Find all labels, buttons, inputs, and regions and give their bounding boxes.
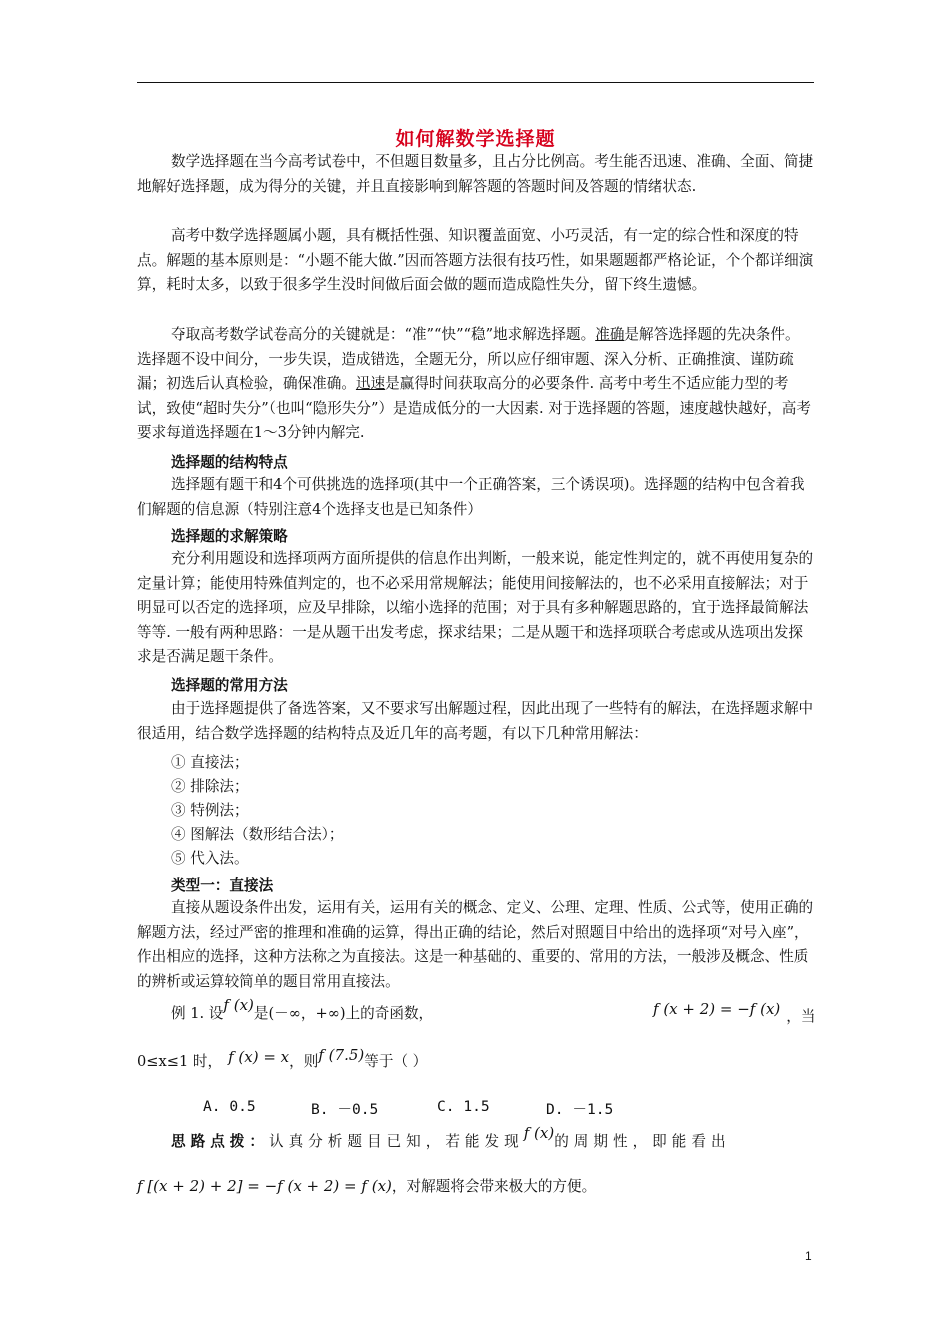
principle-paragraph: 高考中数学选择题属小题，具有概括性强、知识覆盖面宽、小巧灵活，有一定的综合性和深度的特点。解题的基本原则是：“小题不能大做.”因而答题方法很有技巧性，如果题题都严格论证，个个都详细演算，耗时太多，以致于很多学生没时间做后面会做的题而造成隐性失分，留下终生遗憾。 <box>137 227 814 293</box>
math-formula: f (x + 2) = −f (x) <box>653 1000 781 1018</box>
hint-line-1 <box>171 1124 731 1151</box>
heading-strategy: 选择题的求解策略 <box>171 528 288 545</box>
hint-text: 认真分析题目已知，若能发现 <box>268 1133 524 1150</box>
hint-text: ，对解题将会带来极大的方便。 <box>391 1178 597 1195</box>
heading-methods: 选择题的常用方法 <box>171 677 288 694</box>
method-item: ② 排除法； <box>171 778 249 795</box>
example-text: ，当 <box>786 1008 816 1025</box>
example-text: 是(－∞，+∞)上的奇函数， <box>253 1005 434 1022</box>
heading-direct-method: 类型一：直接法 <box>171 877 274 894</box>
direct-method-paragraph: 直接从题设条件出发，运用有关，运用有关的概念、定义、公理、定理、性质、公式等，使用正确的解题方法，经过严密的推理和准确的运算，得出正确的结论，然后对照题目中给出的选择项“对号入座”，作出相应的选择，这种方法称之为直接法。这是一种基础的、重要的、常用的方法，一般涉及概念、性质的辨析或运算较简单的题目常用直接法。 <box>137 899 814 990</box>
example-text: 等于（ ） <box>364 1053 428 1070</box>
option-b: B. －0.5 <box>311 1101 379 1118</box>
method-item: ④ 图解法（数形结合法）； <box>171 826 344 843</box>
method-item: ① 直接法； <box>171 754 249 771</box>
document-title: 如何解数学选择题 <box>395 128 556 150</box>
example-text: 0≤x≤1 时， <box>137 1053 223 1070</box>
key-paragraph <box>137 323 814 446</box>
example-text: 例 1. 设 <box>171 1005 224 1022</box>
math-formula: f (7.5) <box>318 1046 365 1064</box>
option-a: A. 0.5 <box>203 1098 256 1115</box>
method-item: ⑤ 代入法。 <box>171 850 249 867</box>
intro-paragraph: 数学选择题在当今高考试卷中，不但题目数量多，且占分比例高。考生能否迅速、准确、全面、简捷地解好选择题，成为得分的关键，并且直接影响到解答题的答题时间及答题的情绪状态. <box>137 153 814 195</box>
method-item: ③ 特例法； <box>171 802 249 819</box>
example-text: ，则 <box>289 1053 319 1070</box>
example-line-1 <box>171 996 434 1023</box>
accuracy-underlined: 准确 <box>595 326 625 343</box>
strategy-paragraph: 充分利用题设和选择项两方面所提供的信息作出判断，一般来说，能定性判定的，就不再使用复杂的定量计算；能使用特殊值判定的，也不必采用常规解法；能使用间接解法的，也不必采用直接解法；对于明显可以否定的选择项，应及早排除，以缩小选择的范围；对于具有多种解题思路的，宜于选择最简解法等等. 一般有两种思路：一是从题干出发考虑，探求结果；二是从题干和选择项联合考虑或从选项出发探求是否满足题干条件。 <box>137 550 814 665</box>
key-text-b: 是解答选择题的先决条件。选择题不设中间分，一步失误，造成错选，全题无分，所以应仔细审题、深入分析、正确推演、谨防疏漏；初选后认真检验，确保准确。 <box>137 326 800 392</box>
hint-text: 的周期性，即能看出 <box>554 1133 731 1150</box>
example-condition <box>653 998 816 1025</box>
math-formula: f [(x + 2) + 2] = −f (x + 2) = f (x) <box>137 1177 392 1195</box>
methods-paragraph: 由于选择题提供了备选答案，又不要求写出解题过程，因此出现了一些特有的解法，在选择题求解中很适用，结合数学选择题的结构特点及近几年的高考题，有以下几种常用解法： <box>137 700 814 742</box>
option-d: D. －1.5 <box>546 1101 614 1118</box>
key-text-c: 是赢得时间获取高分的必要条件. 高考中考生不适应能力型的考试，致使“超时失分”（也叫“隐形失分”）是造成低分的一大因素. 对于选择题的答题，速度越快越好，高考要求每道选择题在1～3分钟内解完. <box>137 375 811 441</box>
option-c: C. 1.5 <box>437 1098 490 1115</box>
heading-structure: 选择题的结构特点 <box>171 454 288 471</box>
structure-paragraph: 选择题有题干和4个可供挑选的选择项(其中一个正确答案，三个诱误项)。选择题的结构中包含着我们解题的信息源（特别注意4个选择支也是已知条件） <box>137 476 805 518</box>
math-formula: f (x) <box>223 996 254 1014</box>
example-line-2 <box>137 1046 428 1071</box>
hint-label: 思路点拨： <box>171 1133 269 1150</box>
math-formula: f (x) = x <box>228 1048 290 1066</box>
hint-line-2 <box>137 1175 596 1196</box>
speed-underlined: 迅速 <box>355 375 386 392</box>
page-number: 1 <box>805 1249 812 1263</box>
header-rule <box>137 82 814 83</box>
key-text-a: 夺取高考数学试卷高分的关键就是：“准”“快”“稳”地求解选择题。 <box>171 326 596 343</box>
math-formula: f (x) <box>523 1124 555 1142</box>
